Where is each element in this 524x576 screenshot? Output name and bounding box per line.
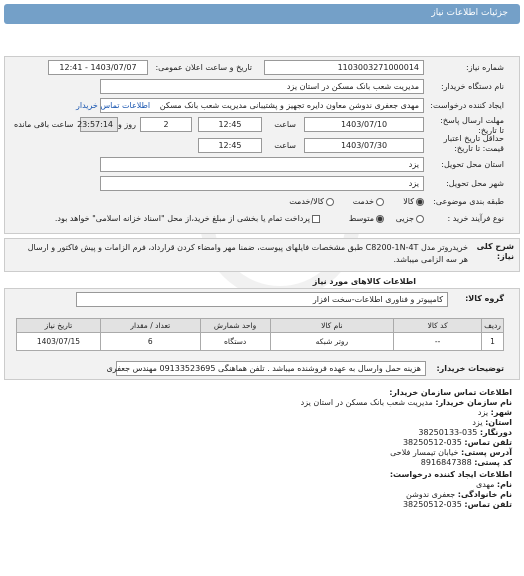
buyer-field: مدیریت شعب بانک مسکن در استان یزد: [100, 79, 424, 94]
row-date: 1403/07/15: [17, 333, 101, 351]
org-phone-line: تلفن تماس: 035-38250512: [402, 438, 512, 447]
checkbox-icon: [312, 215, 320, 223]
validity-date-field: 1403/07/30: [304, 138, 424, 153]
process-option-medium[interactable]: متوسط: [349, 214, 384, 223]
org-contact-title: اطلاعات تماس سازمان خریدار:: [389, 388, 512, 397]
process-option-minor[interactable]: جزیی: [396, 214, 424, 223]
table-row: [17, 333, 504, 351]
org-name-line: نام سازمان خریدار: مدیریت شعب بانک مسکن در استان یزد: [300, 398, 512, 407]
creator-label: ایجاد کننده درخواست:: [430, 101, 504, 110]
province-label: استان محل تحویل:: [441, 160, 504, 169]
radio-icon: [376, 198, 384, 206]
row-qty: 6: [100, 333, 200, 351]
creator-field: مهدی جعفری ندوشن معاون دایره تجهیز و پشتیبانی مدیریت شعب بانک مسکن: [100, 98, 424, 113]
goods-section-title: اطلاعات کالاهای مورد نیاز: [312, 277, 416, 286]
col-qty: تعداد / مقدار: [100, 319, 200, 333]
city-label: شهر محل تحویل:: [446, 179, 504, 188]
remaining-time-field: 23:57:14: [80, 117, 118, 132]
announce-field: 1403/07/07 - 12:41: [48, 60, 148, 75]
city-field: یزد: [100, 176, 424, 191]
org-province-line: استان: یزد: [472, 418, 512, 427]
col-name: نام کالا: [270, 319, 394, 333]
row-index: 1: [482, 333, 504, 351]
radio-icon: [416, 215, 424, 223]
category-label: طبقه بندی موضوعی:: [433, 197, 504, 206]
buyer-notes-field: هزینه حمل وارسال به عهده فروشنده میباشد . تلفن هماهنگی 09133523695 مهندس جعفری: [116, 361, 426, 376]
days-field: 2: [140, 117, 192, 132]
creator-contact-title: اطلاعات ایجاد کننده درخواست:: [389, 470, 512, 479]
row-name: روتر شبکه: [270, 333, 394, 351]
province-field: یزد: [100, 157, 424, 172]
org-fax-line: دورنگار: 035-38250133: [418, 428, 512, 437]
creator-phone-line: تلفن تماس: 035-38250512: [402, 500, 512, 509]
radio-icon: [326, 198, 334, 206]
category-option-goods[interactable]: کالا: [403, 197, 424, 206]
org-address-line: آدرس پستی: خیابان تیمسار فلاحی: [390, 448, 512, 457]
deadline-time-field: 12:45: [198, 117, 262, 132]
col-unit: واحد شمارش: [200, 319, 270, 333]
remaining-label: ساعت باقی مانده: [14, 120, 74, 129]
announce-label: تاریخ و ساعت اعلان عمومی:: [155, 63, 252, 72]
description-label: شرح کلی نیاز:: [476, 242, 514, 261]
validity-label: حداقل تاریخ اعتبار قیمت: تا تاریخ:: [443, 134, 504, 153]
buyer-notes-label: توضیحات خریدار:: [436, 364, 504, 373]
goods-table-header: [17, 319, 504, 333]
goods-group-field: کامپیوتر و فناوری اطلاعات-سخت افزار: [76, 292, 448, 307]
radio-selected-icon: [416, 198, 424, 206]
validity-time-field: 12:45: [198, 138, 262, 153]
need-number-field: 1103003271000014: [264, 60, 424, 75]
row-unit: دستگاه: [200, 333, 270, 351]
creator-last-name-line: نام خانوادگی: جعفری ندوشن: [406, 490, 512, 499]
buyer-label: نام دستگاه خریدار:: [441, 82, 504, 91]
org-postal-line: کد پستی: 8916847388: [420, 458, 512, 467]
category-option-service[interactable]: خدمت: [353, 197, 384, 206]
validity-time-label: ساعت: [274, 141, 296, 150]
col-date: تاریخ نیاز: [17, 319, 101, 333]
org-city-line: شهر: یزد: [477, 408, 512, 417]
radio-selected-icon: [376, 215, 384, 223]
row-code: --: [394, 333, 482, 351]
payment-treasury-option[interactable]: پرداخت تمام یا بخشی از مبلغ خرید،از محل "اسناد خزانه اسلامی" خواهد بود.: [55, 214, 320, 223]
process-label: نوع فرآیند خرید :: [447, 214, 504, 223]
need-number-label: شماره نیاز:: [466, 63, 504, 72]
buyer-contact-link[interactable]: اطلاعات تماس خریدار: [76, 101, 151, 110]
creator-first-name-line: نام: مهدی: [475, 480, 512, 489]
description-text: خریدروتر مدل C8200-1N-4T طبق مشخصات فایلهای پیوست، ضمنا مهر وامضاء کردن قرارداد، فرم الزامات و پیش فاکتور و ارسال هر سه الزامی میباشد.: [27, 243, 468, 264]
deadline-date-field: 1403/07/10: [304, 117, 424, 132]
col-index: ردیف: [482, 319, 504, 333]
deadline-label: مهلت ارسال پاسخ: تا تاریخ:: [440, 116, 504, 135]
deadline-time-label: ساعت: [274, 120, 296, 129]
goods-table: [16, 318, 504, 351]
page-header: [4, 4, 520, 24]
col-code: کد کالا: [394, 319, 482, 333]
days-label: روز و: [118, 120, 136, 129]
goods-group-label: گروه کالا:: [465, 294, 504, 303]
category-option-goods-service[interactable]: کالا/خدمت: [289, 197, 334, 206]
page-title: جزئیات اطلاعات نیاز: [431, 8, 508, 18]
